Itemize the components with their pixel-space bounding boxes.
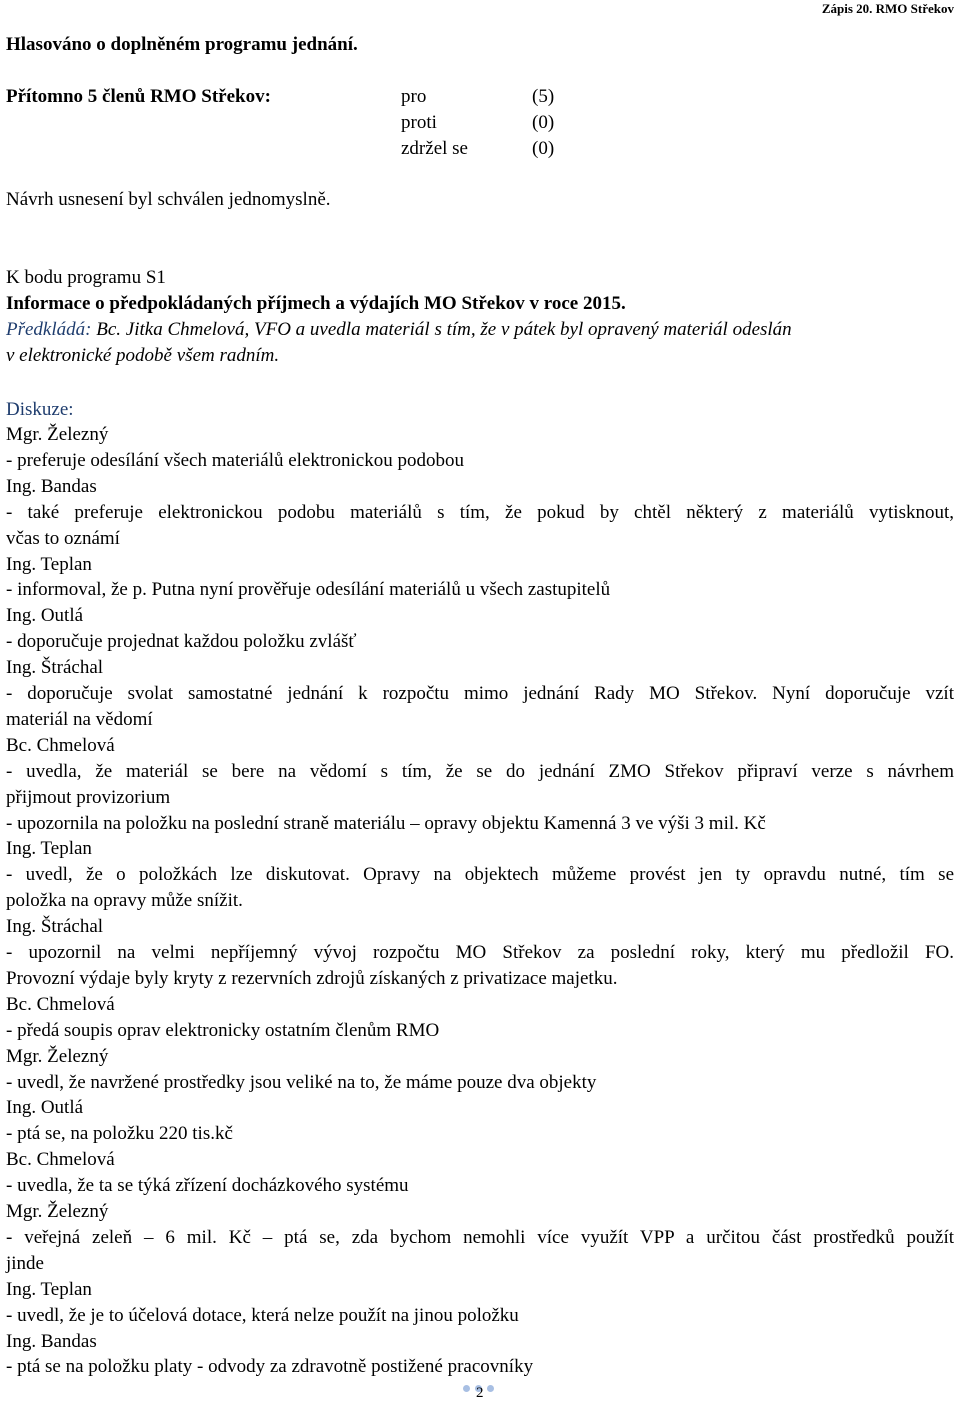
vote-result: Návrh usnesení byl schválen jednomyslně. [6,189,331,210]
discussion-line: Mgr. Železný [6,1201,109,1222]
agenda-title: Informace o předpokládaných příjmech a výdajích MO Střekov v roce 2015. [6,293,626,314]
discussion-line: přijmout provizorium [6,787,171,808]
discussion-line: - uvedla, že ta se týká zřízení docházkového systému [6,1175,409,1196]
discussion-line: Ing. Outlá [6,1097,84,1118]
discussion-line: - doporučuje projednat každou položku zvlášť [6,631,357,652]
discussion-line: jinde [6,1253,44,1274]
discussion-line: - uvedl, že o položkách lze diskutovat. Opravy na objektech můžeme provést jen ty opravdu nutné, tím se [6,864,954,885]
discussion-line: Ing. Teplan [6,554,92,575]
discussion-line: Bc. Chmelová [6,735,115,756]
discussion-line: materiál na vědomí [6,709,153,730]
discussion-line: Ing. Štráchal [6,657,104,678]
discussion-line: - doporučuje svolat samostatné jednání k rozpočtu mimo jednání Rady MO Střekov. Nyní doporučuje vzít [6,683,954,704]
discussion-line: Mgr. Železný [6,1046,109,1067]
discussion-line: - uvedl, že navržené prostředky jsou veliké na to, že máme pouze dva objekty [6,1072,597,1093]
vote-title: Hlasováno o doplněném programu jednání. [6,34,358,55]
discussion-line: - předá soupis oprav elektronicky ostatním členům RMO [6,1020,440,1041]
discussion-line: položka na opravy může snížit. [6,890,243,911]
discussion-line: - ptá se, na položku 220 tis.kč [6,1123,233,1144]
discussion-line: - informoval, že p. Putna nyní prověřuje odesílání materiálů u všech zastupitelů [6,579,611,600]
present-members: Přítomno 5 členů RMO Střekov: [6,86,271,107]
agenda-item: K bodu programu S1 [6,267,166,288]
discussion-line: Ing. Štráchal [6,916,104,937]
discussion-line: - veřejná zeleň – 6 mil. Kč – ptá se, zda bychom nemohli více využít VPP a určitou část prostředků použít [6,1227,954,1248]
discussion-line: - uvedla, že materiál se bere na vědomí s tím, že se do jednání ZMO Střekov připraví verze s návrhem [6,761,954,782]
discussion-line: - ptá se na položku platy - odvody za zdravotně postižené pracovníky [6,1356,534,1377]
discussion-line: - upozornil na velmi nepříjemný vývoj rozpočtu MO Střekov za poslední roky, který mu předložil FO. [6,942,954,963]
presenter-text: Bc. Jitka Chmelová, VFO a uvedla materiál s tím, že v pátek byl opravený materiál odeslán [96,319,792,340]
discussion-line: - upozornila na položku na poslední straně materiálu – opravy objektu Kamenná 3 ve výši 3 mil. Kč [6,813,766,834]
discussion-line: Provozní výdaje byly kryty z rezervních zdrojů získaných z privatizace majetku. [6,968,618,989]
discussion-line: Ing. Teplan [6,838,92,859]
discussion-line: - také preferuje elektronickou podobu materiálů s tím, že pokud by chtěl některý z materiálů vytisknout, [6,502,954,523]
discussion-line: Ing. Bandas [6,1331,97,1352]
discussion-line: Bc. Chmelová [6,1149,115,1170]
vote-label-abstain: zdržel se [401,138,468,159]
presenter-label: Předkládá: [6,319,92,340]
vote-count-for: (5) [532,86,555,107]
presenter-line-2: v elektronické podobě všem radním. [6,345,280,366]
vote-count-abstain: (0) [532,138,555,159]
presenter-line-1 [6,319,954,341]
discussion-line: včas to oznámí [6,528,120,549]
vote-label-for: pro [401,86,427,107]
discussion-line: - preferuje odesílání všech materiálů elektronickou podobou [6,450,464,471]
discussion-label: Diskuze: [6,399,74,420]
document-header: Zápis 20. RMO Střekov [821,1,954,16]
discussion-line: Ing. Bandas [6,476,97,497]
discussion-line: - uvedl, že je to účelová dotace, která nelze použít na jinou položku [6,1305,519,1326]
discussion-line: Ing. Outlá [6,605,84,626]
vote-label-against: proti [401,112,437,133]
discussion-line: Mgr. Železný [6,424,109,445]
discussion-line: Ing. Teplan [6,1279,92,1300]
vote-count-against: (0) [532,112,555,133]
discussion-line: Bc. Chmelová [6,994,115,1015]
page-number: 2 [476,1385,484,1401]
